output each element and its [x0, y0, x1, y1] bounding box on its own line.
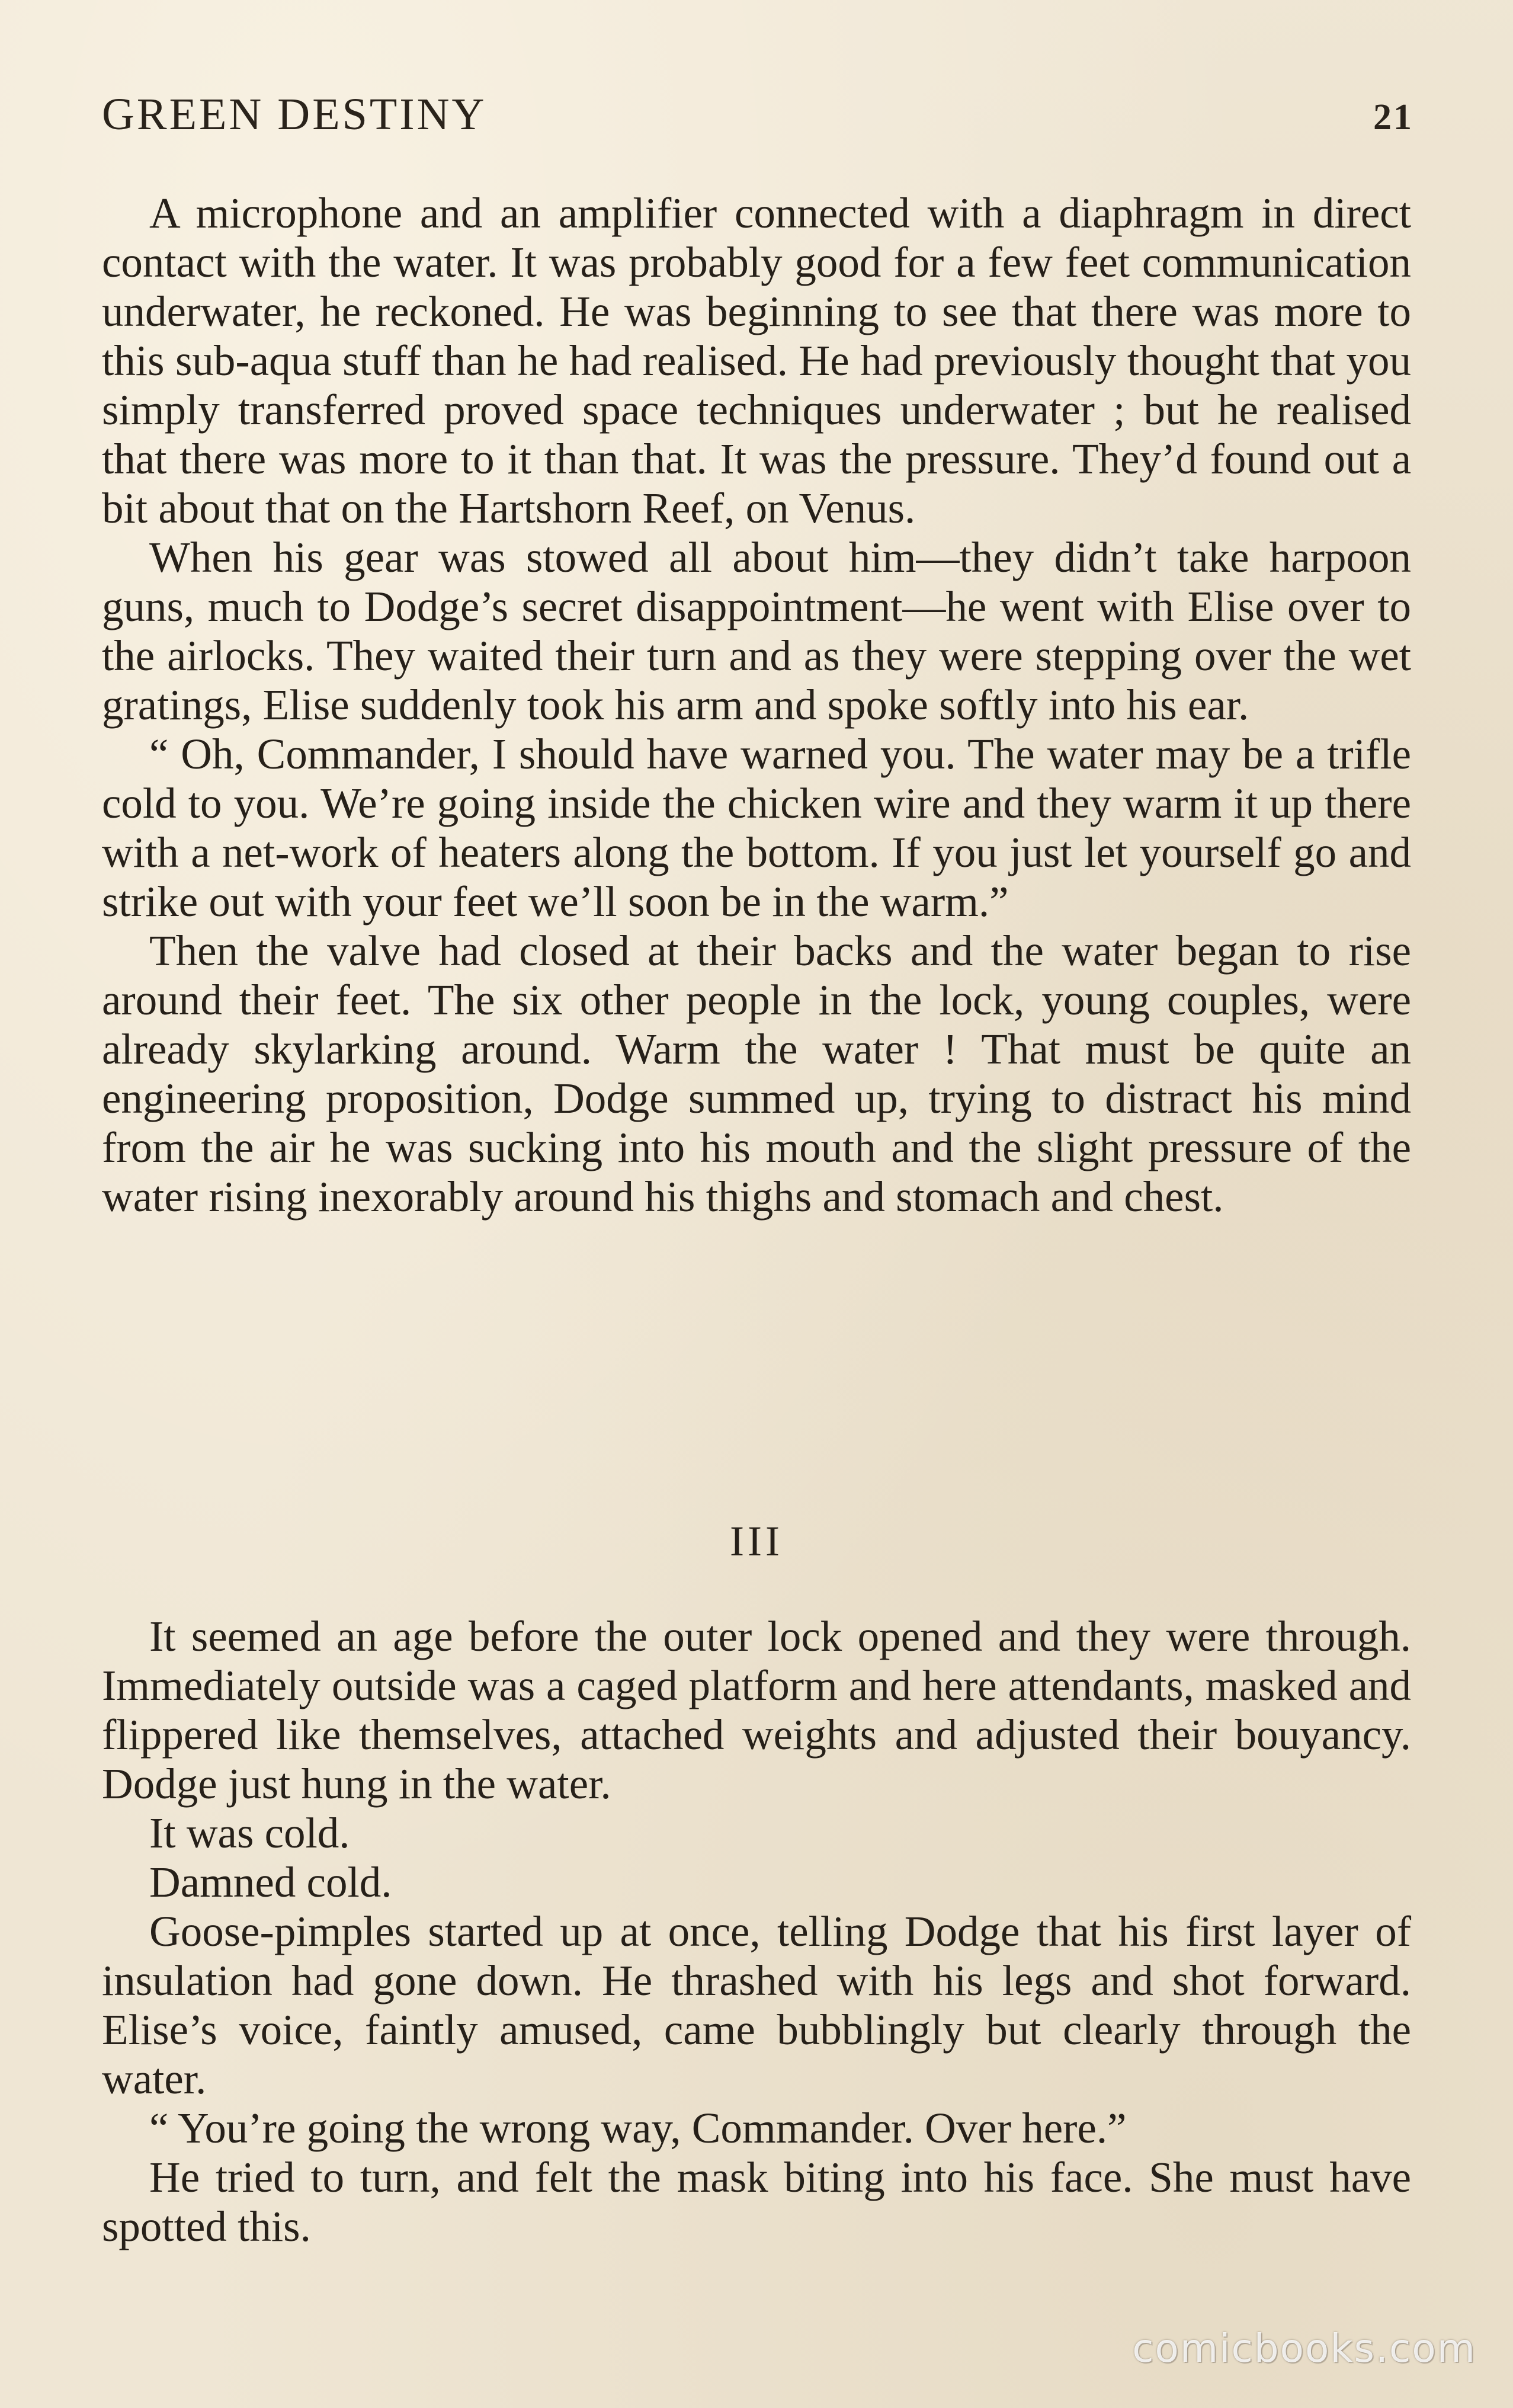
paragraph: Goose-pimples started up at once, telling Dodge that his first layer of insulation had gone down. He thrashed with his legs and shot forward. Elise’s voice, faintly amused, came bubblingly but clearly through the water.: [102, 1907, 1411, 2103]
paragraph: “ Oh, Commander, I should have warned you. The water may be a trifle cold to you. We’re going inside the chicken wire and they warm it up there with a net-work of heaters along the bottom. If you just let yourself go and strike out with your feet we’ll soon be in the warm.”: [102, 730, 1411, 926]
paragraph: He tried to turn, and felt the mask biting into his face. She must have spotted this.: [102, 2153, 1411, 2250]
paragraph: A microphone and an amplifier connected with a diaphragm in direct contact with the water. It was probably good for a few feet communication underwater, he reckoned. He was beginning to see that there was more to this sub-aqua stuff than he had realised. He had previously thought that you simply transferred proved space techniques underwater ; but he realised that there was more to it than that. It was the pressure. They’d found out a bit about that on the Hartshorn Reef, on Venus.: [102, 189, 1411, 532]
chapter-section-heading: III: [730, 1517, 783, 1565]
running-head: [102, 89, 1413, 154]
page-number: 21: [1373, 97, 1413, 137]
body-text-section-one: [102, 188, 1411, 1221]
paragraph: It was cold.: [149, 1809, 350, 1857]
running-title: GREEN DESTINY: [102, 89, 487, 139]
paragraph: Then the valve had closed at their backs and the water began to rise around their feet. The six other people in the lock, young couples, were already skylarking around. Warm the water ! That must be quite an engineering proposition, Dodge summed up, trying to distract his mind from the air he was sucking into his mouth and the slight pressure of the water rising inexorably around his thighs and stomach and chest.: [102, 927, 1411, 1221]
paragraph: When his gear was stowed all about him—they didn’t take harpoon guns, much to Dodge’s secret disappointment—he went with Elise over to the airlocks. They waited their turn and as they were stepping over the wet gratings, Elise suddenly took his arm and spoke softly into his ear.: [102, 533, 1411, 729]
paragraph: “ You’re going the wrong way, Commander. Over here.”: [149, 2104, 1127, 2152]
paragraph: It seemed an age before the outer lock opened and they were through. Immediately outside was a caged platform and here attendants, masked and flippered like themselves, attached weights and adjusted their bouyancy. Dodge just hung in the water.: [102, 1612, 1411, 1808]
watermark: comicbooks.com: [1132, 2326, 1476, 2371]
paragraph: Damned cold.: [149, 1858, 392, 1906]
body-text-section-two: [102, 1612, 1411, 2251]
